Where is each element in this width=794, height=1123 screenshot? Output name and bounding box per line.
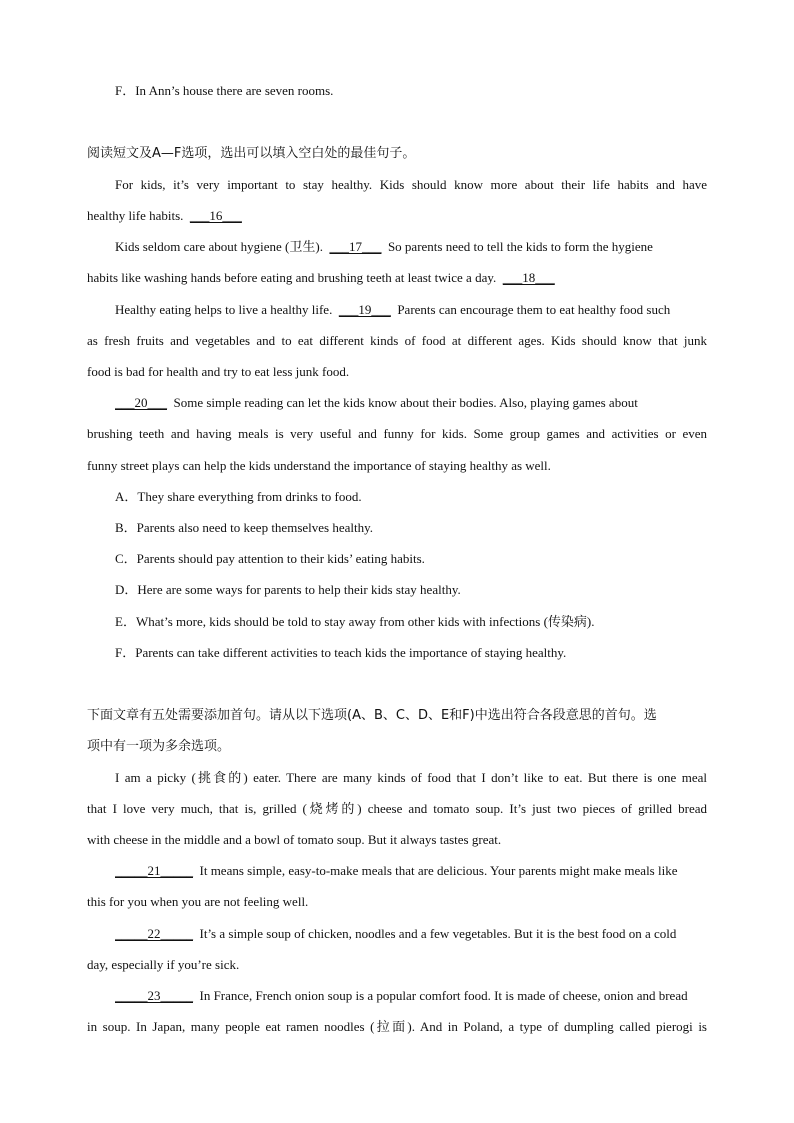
s1-text: Some simple reading can let the kids know about their bodies. Also, playing games about — [173, 395, 638, 410]
blank-16: ___16___ — [189, 208, 242, 223]
blank-20: ___20___ — [115, 395, 167, 410]
s2-paragraph1-line3: with cheese in the middle and a bowl of tomato soup. But it always tastes great. — [87, 832, 502, 847]
s2-text: It means simple, easy-to-make meals that are delicious. Your parents might make meals like — [199, 863, 678, 878]
section2-instruction-line1: 下面文章有五处需要添加首句。请从以下选项(A、B、C、D、E和F)中选出符合各段意思的首句。选 — [87, 708, 657, 723]
s2-paragraph1-line2: that I love very much, that is, grilled (烧烤的) cheese and tomato soup. It’s just two pieces of grilled bread — [87, 801, 707, 816]
s1-text: So parents need to tell the kids to form the hygiene — [387, 239, 653, 254]
s2-text: In France, French onion soup is a popular comfort food. It is made of cheese, onion and bread — [199, 988, 688, 1003]
s1-paragraph3-line1 — [115, 300, 707, 320]
s2-paragraph3-line1 — [115, 924, 707, 944]
s1-paragraph1-line1: For kids, it’s very important to stay healthy. Kids should know more about their life habits and have — [115, 177, 707, 192]
blank-19: ___19___ — [338, 302, 391, 317]
s1-paragraph3-line2: as fresh fruits and vegetables and to eat different kinds of food at different ages. Kids should know that junk — [87, 333, 707, 348]
blank-23: _____23_____ — [115, 988, 193, 1003]
option-c: C．Parents should pay attention to their kids’ eating habits. — [115, 551, 425, 566]
blank-22: _____22_____ — [115, 926, 193, 941]
option-a: A．They share everything from drinks to food. — [115, 489, 362, 504]
s1-text: Kids seldom care about hygiene (卫生). — [115, 239, 323, 254]
s2-paragraph4-line2: in soup. In Japan, many people eat ramen noodles (拉面). And in Poland, a type of dumpling called pierogi is — [87, 1019, 707, 1034]
s1-paragraph2-line2 — [87, 268, 707, 288]
s1-text: healthy life habits. — [87, 208, 184, 223]
s1-text: Parents can encourage them to eat healthy food such — [397, 302, 671, 317]
s2-paragraph2-line2: this for you when you are not feeling well. — [87, 894, 309, 909]
s1-paragraph3-line3: food is bad for health and try to eat less junk food. — [87, 364, 350, 379]
s1-paragraph2-line1 — [115, 237, 707, 257]
s1-text: Healthy eating helps to live a healthy life. — [115, 302, 333, 317]
blank-17: ___17___ — [329, 239, 382, 254]
option-b: B．Parents also need to keep themselves healthy. — [115, 520, 374, 535]
blank-21: _____21_____ — [115, 863, 193, 878]
s1-paragraph4-line2: brushing teeth and having meals is very useful and funny for kids. Some group games and activities or even — [87, 426, 707, 441]
option-f: F．Parents can take different activities to teach kids the importance of staying healthy. — [115, 645, 567, 660]
s2-text: It’s a simple soup of chicken, noodles and a few vegetables. But it is the best food on a cold — [199, 926, 677, 941]
section2-instruction-line2: 项中有一项为多余选项。 — [87, 739, 231, 754]
option-f-previous: F．In Ann’s house there are seven rooms. — [115, 83, 334, 98]
blank-18: ___18___ — [502, 270, 555, 285]
option-d: D．Here are some ways for parents to help their kids stay healthy. — [115, 582, 461, 597]
s1-paragraph4-line1 — [115, 393, 707, 413]
section1-instruction: 阅读短文及A—F选项，选出可以填入空白处的最佳句子。 — [87, 146, 416, 161]
s1-paragraph1-line2 — [87, 206, 707, 226]
s1-text: habits like washing hands before eating and brushing teeth at least twice a day. — [87, 270, 497, 285]
s1-paragraph4-line3: funny street plays can help the kids understand the importance of staying healthy as well. — [87, 458, 551, 473]
s2-paragraph1-line1: I am a picky (挑食的) eater. There are many kinds of food that I don’t like to eat. But there is one meal — [115, 770, 707, 785]
s2-paragraph3-line2: day, especially if you’re sick. — [87, 957, 240, 972]
s2-paragraph2-line1 — [115, 861, 707, 881]
option-e: E．What’s more, kids should be told to stay away from other kids with infections (传染病). — [115, 614, 595, 629]
s2-paragraph4-line1 — [115, 986, 707, 1006]
